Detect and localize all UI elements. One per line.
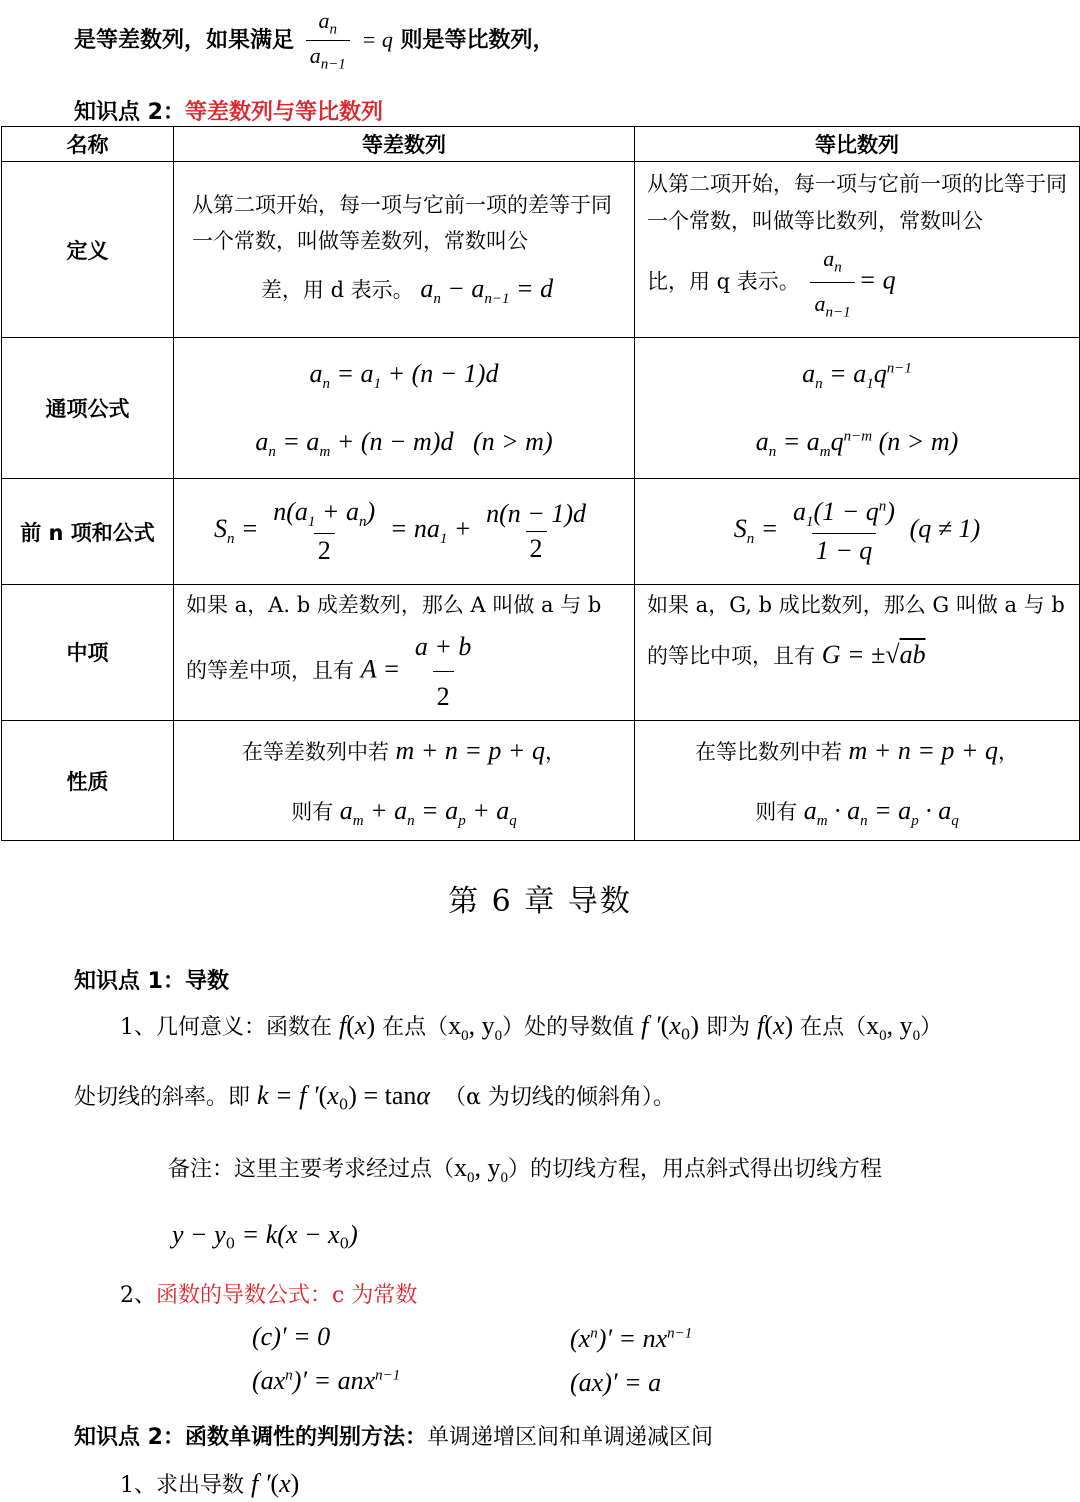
deriv-formula-linear: (ax)′ = a [570,1368,662,1397]
general-geo-cell [635,338,1080,479]
tangent-formula: $y - y_0 = k(x - x_0)$ [172,1220,358,1253]
general-arith-2: $a_n = a_m + (n - m)d$ (n > m) [255,427,553,461]
def-geo-formula-line: 比，用 q 表示。 $\frac{a_n}{a_{n-1}}$ = q [647,240,1067,326]
def-arith-formula: $a_n - a_{n-1} = d$ [420,274,554,308]
def-arith-formula-line: 差，用 d 表示。 $a_n - a_{n-1} = d$ [260,274,554,308]
table-row [2,585,1080,721]
step1-line: 1、求出导数 f ′(x) [120,1469,300,1498]
general-geo-2: $a_n = a_mq^{n-m}$ (n > m) [755,427,959,461]
geom-line-1: 1、几何意义：函数在 f(x) 在点（$x_0$, $y_0$）处的导数值 f $'(x_0)$ 即为 f(x) 在点（$x_0$, $y_0$） [120,1011,943,1045]
intro-text-after: 则是等比数列， [400,27,555,53]
intro-eq: = q [361,26,393,52]
def-geo-fraction: $\frac{a_n}{a_{n-1}}$ [810,240,854,326]
general-arith-cell [174,338,635,479]
kp2-title: 等差数列与等比数列 [184,100,383,125]
row-label: 中项 [2,585,174,721]
row-label: 定义 [2,162,174,338]
table-row [2,479,1080,585]
intro-fraction: $\frac{a_n}{a_{n-1}}$ [306,8,350,74]
mid-geo-text: 如果 a，G, b 成比数列，那么 G 叫做 a 与 b [647,593,1065,617]
table-header: 等差数列 [174,127,635,162]
sum-geo-cell: $S_n$ = $\frac{a_1(1 - q^n)}{1 - q}$ (q ≠ 1) [635,479,1080,585]
mid-arith-text: 如果 a，A. b 成差数列，那么 A 叫做 a 与 b [186,593,602,617]
deriv-heading: 2、函数的导数公式：c 为常数 [120,1283,418,1308]
deriv-formula-apower: $(ax^n)' = anx^{n-1}$ [252,1366,401,1395]
mid-geo-cell: 如果 a，G, b 成比数列，那么 G 叫做 a 与 b 的等比中项，且有 G = ±√ab [635,585,1080,721]
general-geo-1: $a_n = a_1q^{n-1}$ [802,359,912,393]
general-arith-1: $a_n = a_1 + (n - 1)d$ [309,359,499,393]
table-row [2,720,1080,841]
row-label: 性质 [2,720,174,841]
def-arith-text: 从第二项开始，每一项与它前一项的差等于同一个常数，叫做等差数列，常数叫公 [192,192,612,254]
table-row [2,338,1080,479]
kp1-heading: 知识点 1：导数 [74,969,229,994]
sequence-table [1,126,1080,841]
chapter-title: 第 6 章 导数 [448,884,632,919]
prop-geo-cell: 在等比数列中若 m + n = p + q， 则有 $a_m \cdot a_n = a_p \cdot a_q$ [635,720,1080,841]
intro-line [74,8,555,74]
row-label: 前 n 项和公式 [2,479,174,585]
def-geo-text: 从第二项开始，每一项与它前一项的比等于同一个常数，叫做等比数列，常数叫公 [647,172,1067,233]
intro-text-before: 是等差数列，如果满足 [74,27,295,53]
note-line: 备注：这里主要考求经过点（$x_0$, $y_0$）的切线方程，用点斜式得出切线方程 [168,1153,883,1187]
kp2-heading [74,95,383,126]
table-header: 名称 [2,127,174,162]
mid-arith-cell: 如果 a，A. b 成差数列，那么 A 叫做 a 与 b 的等差中项，且有 A = $\frac{a + b}{2}$ [174,585,635,721]
def-geo-cell [635,162,1080,338]
kp2b-heading: 知识点 2：函数单调性的判别方法：单调递增区间和单调递减区间 [74,1425,713,1450]
kp2-label: 知识点 2： [74,100,185,125]
sum-arith-cell: $S_n$ = $\frac{n(a_1 + a_n)}{2}$ = $na_1$ + $\frac{n(n - 1)d}{2}$ [174,479,635,585]
table-row [2,162,1080,338]
table-header: 等比数列 [635,127,1080,162]
deriv-formula-power: $(x^n)' = nx^{n-1}$ [570,1324,693,1353]
deriv-formula-const: (c)′ = 0 [252,1322,331,1351]
row-label: 通项公式 [2,338,174,479]
table-header-row [2,127,1080,162]
def-arith-cell [174,162,635,338]
geom-line-2: 处切线的斜率。即 k = f $'(x_0) = \tan\alpha$ （α 为切线的倾斜角）。 [74,1081,675,1114]
prop-arith-cell: 在等差数列中若 m + n = p + q， 则有 $a_m + a_n = a_p + a_q$ [174,720,635,841]
